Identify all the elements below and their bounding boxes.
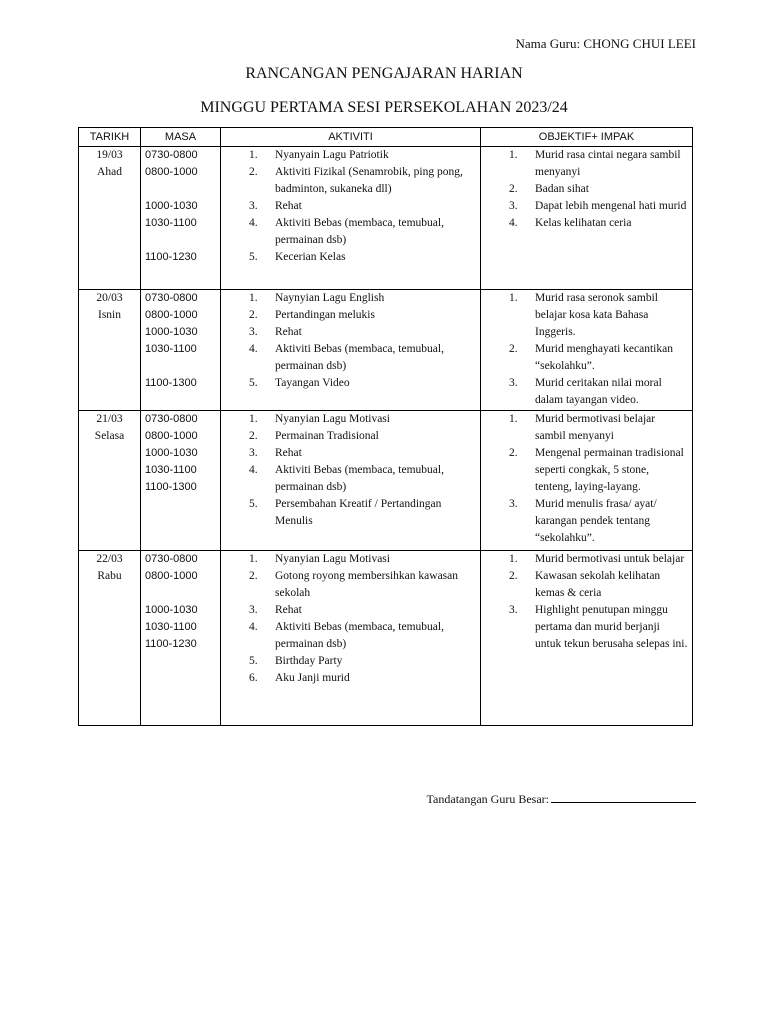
time-slot: 0730-0800 bbox=[145, 553, 198, 565]
list-item: 4. Aktiviti Bebas (membaca, temubual, permainan dsb) bbox=[249, 343, 444, 372]
time-slot: 0800-1000 bbox=[145, 309, 198, 321]
date: 22/03 bbox=[96, 553, 123, 565]
list-item: 1. Naynyian Lagu English bbox=[249, 292, 385, 304]
date: 20/03 bbox=[96, 292, 123, 304]
list-item: 5. Kecerian Kelas bbox=[249, 251, 346, 263]
date-cell bbox=[79, 290, 141, 411]
activity-text: Birthday Party bbox=[275, 655, 343, 667]
date: 21/03 bbox=[96, 413, 123, 425]
activity-text: Persembahan Kreatif / Pertandingan Menulis bbox=[275, 498, 442, 527]
list-item: 2. Kawasan sekolah kelihatan kemas & ceria bbox=[509, 570, 661, 599]
list-item: 3. Murid ceritakan nilai moral dalam tayangan video. bbox=[509, 377, 662, 406]
list-item: 1. Murid bermotivasi untuk belajar bbox=[509, 553, 685, 565]
objective-text: Mengenal permainan tradisional seperti congkak, 5 stone, tenteng, laying-layang. bbox=[535, 447, 684, 493]
list-item: 1. Murid rasa cintai negara sambil menyanyi bbox=[509, 149, 681, 178]
time-slot: 1030-1100 bbox=[145, 621, 197, 633]
activity-text: Nyanyain Lagu Patriotik bbox=[275, 149, 389, 161]
activity-text: Nyanyian Lagu Motivasi bbox=[275, 553, 390, 565]
page-title: RANCANGAN PENGAJARAN HARIAN bbox=[245, 65, 523, 82]
list-item: 5. Birthday Party bbox=[249, 655, 343, 667]
objective-text: Kelas kelihatan ceria bbox=[535, 217, 632, 229]
lesson-plan-table bbox=[78, 127, 693, 726]
list-item: 3. Dapat lebih mengenal hati murid bbox=[509, 200, 687, 212]
activity-cell bbox=[221, 411, 481, 551]
list-item: 2. Mengenal permainan tradisional seperti congkak, 5 stone, tenteng, laying-layang. bbox=[509, 447, 684, 493]
time-slot: 1000-1030 bbox=[145, 604, 198, 616]
activity-text: Aktiviti Bebas (membaca, temubual, permainan dsb) bbox=[275, 621, 444, 650]
list-item: 4. Kelas kelihatan ceria bbox=[509, 217, 632, 229]
objective-text: Murid menghayati kecantikan “sekolahku”. bbox=[535, 343, 673, 372]
list-item: 4. Aktiviti Bebas (membaca, temubual, permainan dsb) bbox=[249, 621, 444, 650]
list-item: 1. Nyanyain Lagu Patriotik bbox=[249, 149, 389, 161]
time-slot: 0800-1000 bbox=[145, 166, 198, 178]
signature-line bbox=[551, 790, 696, 803]
table-row bbox=[79, 411, 693, 551]
activity-text: Nyanyian Lagu Motivasi bbox=[275, 413, 390, 425]
list-item: 2. Murid menghayati kecantikan “sekolahku”. bbox=[509, 343, 673, 372]
list-item: 3. Rehat bbox=[249, 604, 302, 616]
header-aktiviti: AKTIVITI bbox=[221, 128, 481, 147]
list-item: 4. Aktiviti Bebas (membaca, temubual, permainan dsb) bbox=[249, 464, 444, 493]
objective-text: Murid rasa seronok sambil belajar kosa kata Bahasa Inggeris. bbox=[535, 292, 658, 338]
list-item: 2. Aktiviti Fizikal (Senamrobik, ping pong, badminton, sukaneka dll) bbox=[249, 166, 463, 195]
objective-text: Badan sihat bbox=[535, 183, 589, 195]
objective-text: Murid bermotivasi belajar sambil menyanyi bbox=[535, 413, 656, 442]
time-cell bbox=[141, 551, 221, 726]
activity-text: Rehat bbox=[275, 604, 302, 616]
activity-text: Naynyian Lagu English bbox=[275, 292, 385, 304]
time-slot: 1100-1300 bbox=[145, 481, 197, 493]
date-cell bbox=[79, 411, 141, 551]
list-item: 1. Nyanyian Lagu Motivasi bbox=[249, 413, 390, 425]
date-cell bbox=[79, 551, 141, 726]
objective-text: Kawasan sekolah kelihatan kemas & ceria bbox=[535, 570, 661, 599]
list-item: 5. Persembahan Kreatif / Pertandingan Menulis bbox=[249, 498, 442, 527]
activity-text: Gotong royong membersihkan kawasan sekolah bbox=[275, 570, 459, 599]
objective-cell bbox=[481, 290, 693, 411]
activity-text: Aktiviti Bebas (membaca, temubual, permainan dsb) bbox=[275, 464, 444, 493]
activity-text: Pertandingan melukis bbox=[275, 309, 375, 321]
day: Isnin bbox=[98, 309, 121, 321]
header-masa: MASA bbox=[141, 128, 221, 147]
time-cell bbox=[141, 290, 221, 411]
activity-cell bbox=[221, 551, 481, 726]
objective-cell bbox=[481, 147, 693, 290]
list-item: 1. Murid bermotivasi belajar sambil menyanyi bbox=[509, 413, 656, 442]
time-slot: 0730-0800 bbox=[145, 292, 198, 304]
time-slot: 0730-0800 bbox=[145, 413, 198, 425]
header-objektif: OBJEKTIF+ IMPAK bbox=[481, 128, 693, 147]
time-slot: 1030-1100 bbox=[145, 217, 197, 229]
objective-text: Murid ceritakan nilai moral dalam tayangan video. bbox=[535, 377, 662, 406]
time-slot: 0800-1000 bbox=[145, 570, 198, 582]
signature-label: Tandatangan Guru Besar: bbox=[426, 792, 549, 806]
day: Rabu bbox=[97, 570, 122, 582]
header-tarikh: TARIKH bbox=[79, 128, 141, 147]
list-item: 3. Rehat bbox=[249, 447, 302, 459]
day: Selasa bbox=[94, 430, 125, 442]
activity-text: Rehat bbox=[275, 447, 302, 459]
activity-text: Tayangan Video bbox=[275, 377, 350, 389]
time-slot: 1100-1230 bbox=[145, 638, 197, 650]
activity-text: Rehat bbox=[275, 200, 302, 212]
list-item: 6. Aku Janji murid bbox=[249, 672, 350, 684]
list-item: 2. Badan sihat bbox=[509, 183, 589, 195]
objective-text: Murid rasa cintai negara sambil menyanyi bbox=[535, 149, 681, 178]
time-slot: 0800-1000 bbox=[145, 430, 198, 442]
time-cell bbox=[141, 147, 221, 290]
activity-text: Aku Janji murid bbox=[275, 672, 350, 684]
list-item: 3. Rehat bbox=[249, 326, 302, 338]
activity-text: Kecerian Kelas bbox=[275, 251, 346, 263]
objective-text: Highlight penutupan minggu pertama dan murid berjanji untuk tekun berusaha selepas ini. bbox=[535, 604, 688, 650]
list-item: 5. Tayangan Video bbox=[249, 377, 350, 389]
page-subtitle: MINGGU PERTAMA SESI PERSEKOLAHAN 2023/24 bbox=[200, 99, 568, 116]
objective-cell bbox=[481, 411, 693, 551]
time-slot: 0730-0800 bbox=[145, 149, 198, 161]
list-item: 3. Murid menulis frasa/ ayat/ karangan pendek tentang “sekolahku”. bbox=[509, 498, 657, 544]
table-row bbox=[79, 290, 693, 411]
list-item: 2. Pertandingan melukis bbox=[249, 309, 375, 321]
list-item: 1. Murid rasa seronok sambil belajar kosa kata Bahasa Inggeris. bbox=[509, 292, 658, 338]
objective-cell bbox=[481, 551, 693, 726]
time-slot: 1030-1100 bbox=[145, 343, 197, 355]
time-slot: 1000-1030 bbox=[145, 200, 198, 212]
table-header-row bbox=[79, 128, 693, 147]
date: 19/03 bbox=[96, 149, 123, 161]
table-row bbox=[79, 147, 693, 290]
objective-text: Murid menulis frasa/ ayat/ karangan pendek tentang “sekolahku”. bbox=[535, 498, 657, 544]
signature-block bbox=[427, 790, 696, 807]
time-slot: 1030-1100 bbox=[145, 464, 197, 476]
list-item: 1. Nyanyian Lagu Motivasi bbox=[249, 553, 390, 565]
activity-text: Rehat bbox=[275, 326, 302, 338]
activity-text: Aktiviti Bebas (membaca, temubual, permainan dsb) bbox=[275, 343, 444, 372]
list-item: 4. Aktiviti Bebas (membaca, temubual, permainan dsb) bbox=[249, 217, 444, 246]
activity-text: Aktiviti Fizikal (Senamrobik, ping pong, badminton, sukaneka dll) bbox=[275, 166, 463, 195]
list-item: 3. Highlight penutupan minggu pertama dan murid berjanji untuk tekun berusaha selepas ini. bbox=[509, 604, 688, 650]
time-slot: 1000-1030 bbox=[145, 326, 198, 338]
list-item: 2. Permainan Tradisional bbox=[249, 430, 379, 442]
activity-cell bbox=[221, 290, 481, 411]
time-cell bbox=[141, 411, 221, 551]
time-slot: 1100-1230 bbox=[145, 251, 197, 263]
table-row bbox=[79, 551, 693, 726]
teacher-name: Nama Guru: CHONG CHUI LEEI bbox=[515, 36, 696, 51]
objective-text: Murid bermotivasi untuk belajar bbox=[535, 553, 685, 565]
day: Ahad bbox=[97, 166, 122, 178]
activity-text: Permainan Tradisional bbox=[275, 430, 379, 442]
objective-text: Dapat lebih mengenal hati murid bbox=[535, 200, 687, 212]
activity-cell bbox=[221, 147, 481, 290]
activity-text: Aktiviti Bebas (membaca, temubual, permainan dsb) bbox=[275, 217, 444, 246]
list-item: 3. Rehat bbox=[249, 200, 302, 212]
time-slot: 1000-1030 bbox=[145, 447, 198, 459]
list-item: 2. Gotong royong membersihkan kawasan sekolah bbox=[249, 570, 459, 599]
time-slot: 1100-1300 bbox=[145, 377, 197, 389]
date-cell bbox=[79, 147, 141, 290]
